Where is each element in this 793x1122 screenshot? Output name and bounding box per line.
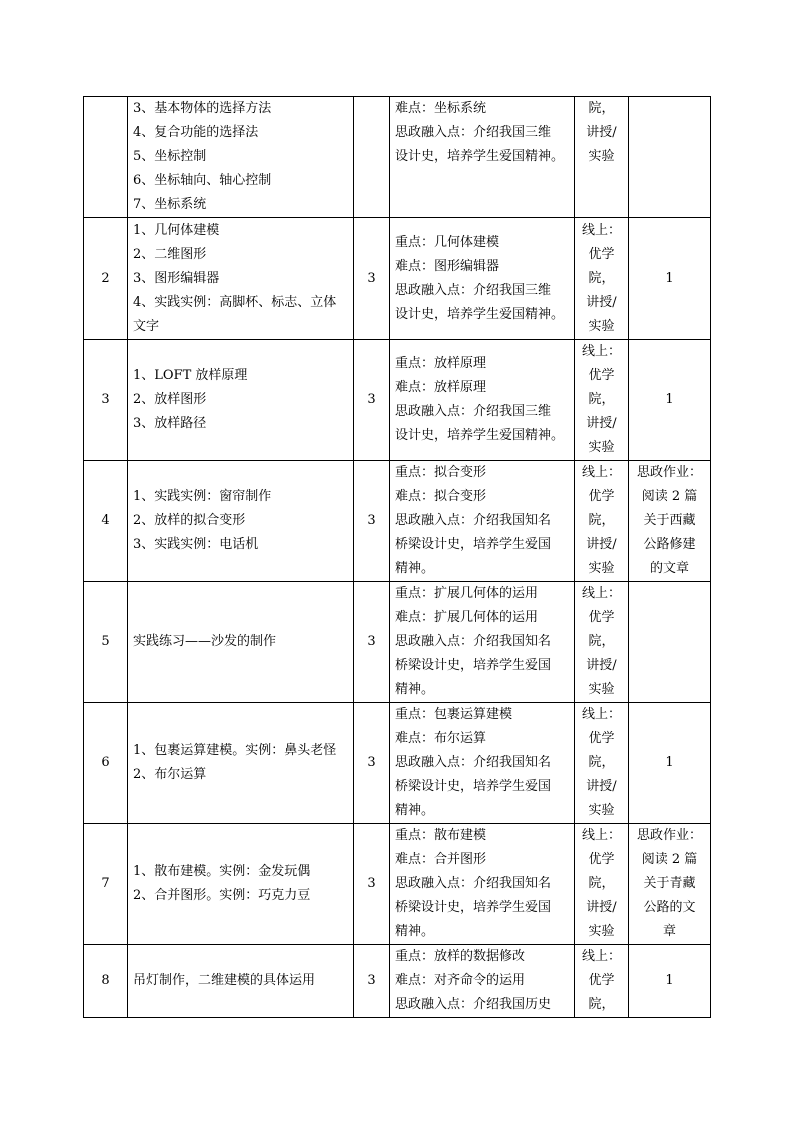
row-key-points-line: 思政融入点：介绍我国三维 — [395, 282, 552, 298]
row-homework — [629, 218, 711, 340]
row-teaching-method-line: 优学 — [588, 246, 615, 262]
row-key-points-line: 思政融入点：介绍我国三维 — [395, 404, 552, 419]
row-key-points-line: 难点：合并图形 — [395, 852, 487, 867]
row-key-points — [390, 945, 575, 1018]
row-homework — [629, 703, 711, 824]
row-teaching-method-line: 优学 — [588, 489, 615, 504]
row-key-points-line: 重点：几何体建模 — [395, 234, 500, 250]
row-teaching-method-line: 线上： — [581, 344, 621, 359]
row-key-points-line: 设计史，培养学生爱国精神。 — [395, 149, 565, 164]
row-number: 3 — [84, 340, 128, 461]
row-teaching-method — [575, 824, 629, 945]
row-key-points-line: 思政融入点：介绍我国三维 — [395, 125, 552, 140]
row-teaching-method-line: 实验 — [588, 318, 615, 334]
row-key-points — [390, 218, 575, 340]
row-homework-line: 关于西藏 — [643, 513, 696, 528]
row-teaching-method-line: 讲授/ — [586, 294, 617, 310]
row-homework-line: 1 — [665, 392, 674, 407]
table-row — [84, 461, 711, 582]
row-homework — [629, 97, 711, 218]
row-hours: 3 — [354, 582, 390, 703]
row-key-points-line: 思政融入点：介绍我国知名 — [395, 755, 552, 770]
row-content-line: 4、复合功能的选择法 — [133, 125, 259, 140]
row-hours: 3 — [354, 461, 390, 582]
row-key-points-line: 精神。 — [395, 682, 435, 697]
row-key-points-line: 思政融入点：介绍我国知名 — [395, 513, 552, 528]
row-homework — [629, 582, 711, 703]
row-teaching-method-line: 院， — [588, 755, 615, 770]
row-teaching-method-line: 实验 — [588, 149, 615, 164]
row-content-line: 1、几何体建模 — [133, 222, 220, 238]
row-key-points-line: 桥梁设计史，培养学生爱国 — [395, 779, 552, 794]
row-key-points-line: 设计史，培养学生爱国精神。 — [395, 306, 565, 322]
row-content — [128, 945, 354, 1018]
row-content — [128, 824, 354, 945]
row-content-line: 1、实践实例：窗帘制作 — [133, 489, 272, 504]
row-teaching-method-line: 院， — [588, 101, 615, 116]
row-teaching-method-line: 线上： — [581, 949, 621, 964]
row-key-points-line: 桥梁设计史，培养学生爱国 — [395, 537, 552, 552]
row-content — [128, 340, 354, 461]
row-teaching-method — [575, 461, 629, 582]
row-key-points — [390, 703, 575, 824]
table-row — [84, 582, 711, 703]
row-homework-line: 公路的文 — [643, 900, 696, 915]
row-teaching-method-line: 线上： — [581, 586, 621, 601]
row-hours: 3 — [354, 824, 390, 945]
row-homework-line: 阅读 2 篇 — [641, 852, 698, 867]
row-content-line: 实践练习——沙发的制作 — [133, 634, 277, 649]
table-row — [84, 945, 711, 1018]
table-body — [84, 97, 711, 1018]
row-content — [128, 218, 354, 340]
row-homework-line: 公路修建 — [643, 537, 696, 552]
row-teaching-method-line: 实验 — [588, 924, 615, 939]
table-row — [84, 703, 711, 824]
row-key-points-line: 重点：放样原理 — [395, 356, 487, 371]
row-content-line: 3、基本物体的选择方法 — [133, 101, 272, 116]
row-content-line: 2、放样图形 — [133, 392, 207, 407]
row-hours: 3 — [354, 340, 390, 461]
row-content — [128, 461, 354, 582]
row-teaching-method-line: 实验 — [588, 803, 615, 818]
row-key-points-line: 难点：坐标系统 — [395, 101, 487, 116]
row-teaching-method-line: 院， — [588, 997, 615, 1012]
row-teaching-method-line: 讲授/ — [586, 658, 617, 673]
row-teaching-method-line: 讲授/ — [586, 125, 617, 140]
row-content-line: 4、实践实例：高脚杯、标志、立体 — [133, 294, 337, 310]
row-homework-line: 章 — [662, 924, 676, 939]
table-row — [84, 218, 711, 340]
row-content-line: 3、图形编辑器 — [133, 270, 220, 286]
row-key-points-line: 精神。 — [395, 561, 435, 576]
row-key-points — [390, 824, 575, 945]
row-number: 2 — [84, 218, 128, 340]
row-teaching-method-line: 线上： — [581, 707, 621, 722]
row-key-points-line: 重点：散布建模 — [395, 828, 487, 843]
row-key-points-line: 难点：图形编辑器 — [395, 258, 500, 274]
row-teaching-method-line: 线上： — [581, 465, 621, 480]
row-teaching-method-line: 讲授/ — [586, 779, 617, 794]
row-teaching-method-line: 讲授/ — [586, 416, 617, 431]
row-hours — [354, 97, 390, 218]
row-teaching-method-line: 讲授/ — [586, 900, 617, 915]
row-number: 5 — [84, 582, 128, 703]
table-row — [84, 824, 711, 945]
row-content — [128, 703, 354, 824]
row-number — [84, 97, 128, 218]
row-teaching-method — [575, 340, 629, 461]
row-key-points-line: 桥梁设计史，培养学生爱国 — [395, 658, 552, 673]
row-key-points-line: 设计史，培养学生爱国精神。 — [395, 428, 565, 443]
row-homework — [629, 340, 711, 461]
row-content-line: 吊灯制作，二维建模的具体运用 — [133, 973, 316, 988]
row-key-points-line: 重点：拟合变形 — [395, 465, 487, 480]
row-key-points-line: 精神。 — [395, 803, 435, 818]
row-teaching-method-line: 优学 — [588, 852, 615, 867]
row-teaching-method — [575, 582, 629, 703]
row-number: 6 — [84, 703, 128, 824]
row-key-points-line: 精神。 — [395, 924, 435, 939]
row-homework-line: 思政作业： — [636, 465, 702, 480]
row-homework-line: 1 — [665, 973, 674, 988]
row-content-line: 3、放样路径 — [133, 416, 207, 431]
row-content-line: 1、包裹运算建模。实例：鼻头老怪 — [133, 743, 337, 758]
row-teaching-method-line: 实验 — [588, 682, 615, 697]
row-content-line: 7、坐标系统 — [133, 197, 207, 212]
row-homework — [629, 945, 711, 1018]
table-row — [84, 97, 711, 218]
row-teaching-method-line: 优学 — [588, 610, 615, 625]
row-number: 7 — [84, 824, 128, 945]
row-homework-line: 阅读 2 篇 — [641, 489, 698, 504]
row-teaching-method-line: 实验 — [588, 561, 615, 576]
row-content-line: 1、散布建模。实例：金发玩偶 — [133, 864, 311, 879]
row-teaching-method-line: 院， — [588, 876, 615, 891]
row-teaching-method-line: 院， — [588, 634, 615, 649]
row-content-line: 2、合并图形。实例：巧克力豆 — [133, 888, 311, 903]
row-key-points-line: 难点：扩展几何体的运用 — [395, 610, 539, 625]
row-key-points-line: 难点：布尔运算 — [395, 731, 487, 746]
row-homework — [629, 824, 711, 945]
row-hours: 3 — [354, 945, 390, 1018]
row-content — [128, 97, 354, 218]
row-key-points-line: 思政融入点：介绍我国历史 — [395, 997, 552, 1012]
row-content-line: 3、实践实例：电话机 — [133, 537, 259, 552]
row-key-points-line: 重点：放样的数据修改 — [395, 949, 526, 964]
row-key-points-line: 重点：扩展几何体的运用 — [395, 586, 539, 601]
row-content-line: 文字 — [133, 318, 160, 334]
row-content-line: 6、坐标轴向、轴心控制 — [133, 173, 272, 188]
row-content-line: 2、二维图形 — [133, 246, 207, 262]
row-homework — [629, 461, 711, 582]
row-homework-line: 1 — [665, 270, 674, 286]
row-teaching-method-line: 讲授/ — [586, 537, 617, 552]
row-content-line: 1、LOFT 放样原理 — [133, 368, 248, 383]
row-key-points-line: 思政融入点：介绍我国知名 — [395, 876, 552, 891]
row-teaching-method-line: 优学 — [588, 731, 615, 746]
row-hours: 3 — [354, 218, 390, 340]
row-key-points-line: 桥梁设计史，培养学生爱国 — [395, 900, 552, 915]
row-key-points-line: 重点：包裹运算建模 — [395, 707, 513, 722]
row-teaching-method — [575, 945, 629, 1018]
row-teaching-method-line: 实验 — [588, 440, 615, 455]
row-key-points-line: 思政融入点：介绍我国知名 — [395, 634, 552, 649]
row-homework-line: 的文章 — [649, 561, 689, 576]
row-number: 8 — [84, 945, 128, 1018]
row-homework-line: 思政作业： — [636, 828, 702, 843]
row-hours: 3 — [354, 703, 390, 824]
row-teaching-method-line: 线上： — [581, 222, 621, 238]
row-key-points — [390, 97, 575, 218]
row-homework-line: 关于青藏 — [643, 876, 696, 891]
row-teaching-method-line: 优学 — [588, 973, 615, 988]
row-teaching-method-line: 院， — [588, 513, 615, 528]
row-teaching-method-line: 优学 — [588, 368, 615, 383]
table-row — [84, 340, 711, 461]
row-key-points — [390, 340, 575, 461]
row-key-points-line: 难点：拟合变形 — [395, 489, 487, 504]
row-key-points — [390, 582, 575, 703]
row-teaching-method — [575, 218, 629, 340]
row-content-line: 2、布尔运算 — [133, 767, 207, 782]
row-key-points — [390, 461, 575, 582]
row-number: 4 — [84, 461, 128, 582]
row-key-points-line: 难点：放样原理 — [395, 380, 487, 395]
row-teaching-method-line: 线上： — [581, 828, 621, 843]
row-content-line: 2、放样的拟合变形 — [133, 513, 246, 528]
row-teaching-method — [575, 703, 629, 824]
row-homework-line: 1 — [665, 755, 674, 770]
syllabus-table — [83, 96, 711, 1018]
row-content-line: 5、坐标控制 — [133, 149, 207, 164]
row-key-points-line: 难点：对齐命令的运用 — [395, 973, 526, 988]
row-content — [128, 582, 354, 703]
row-teaching-method-line: 院， — [588, 270, 615, 286]
row-teaching-method-line: 院， — [588, 392, 615, 407]
row-teaching-method — [575, 97, 629, 218]
